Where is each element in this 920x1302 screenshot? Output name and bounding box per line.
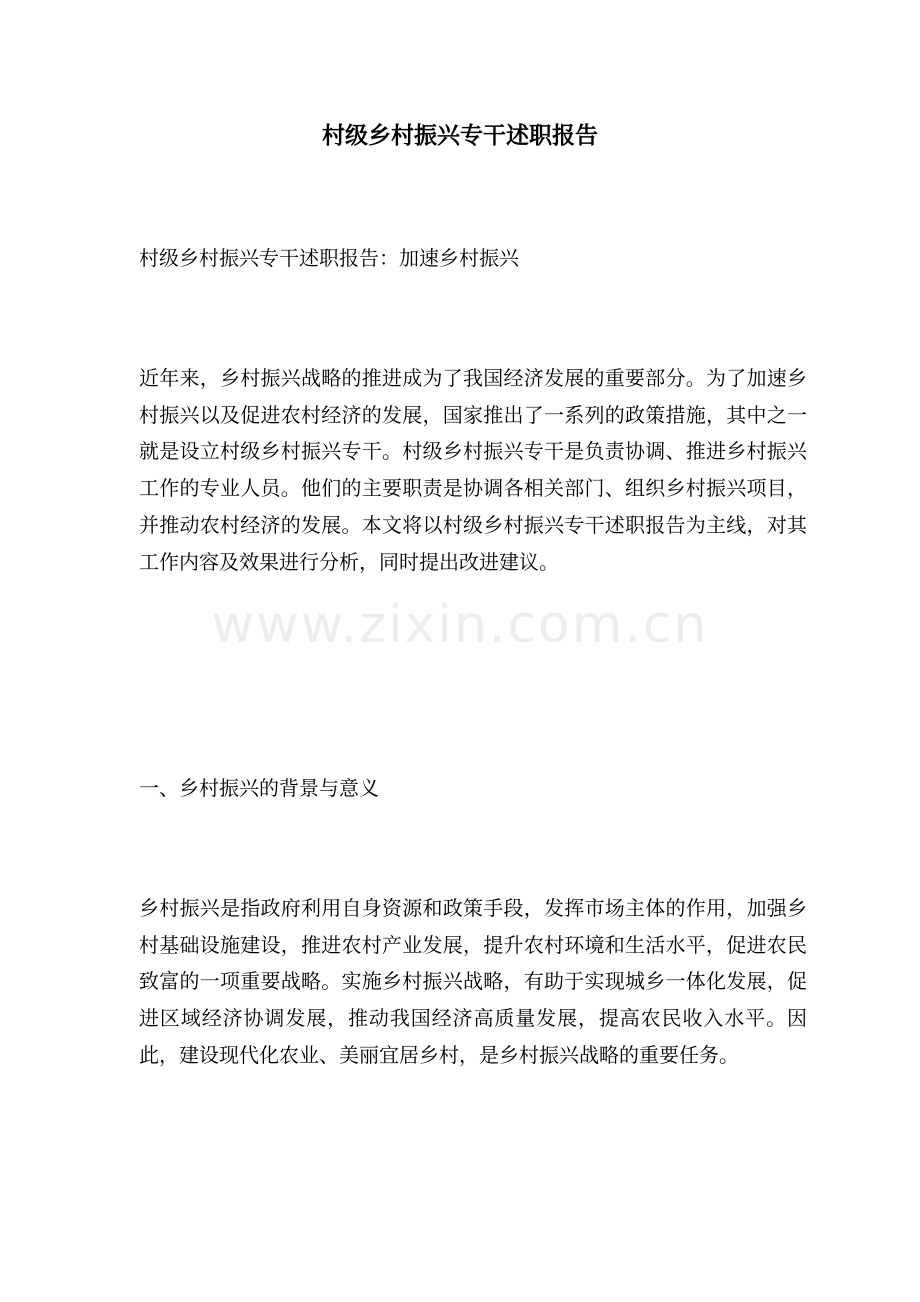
section-paragraph-background: 乡村振兴是指政府利用自身资源和政策手段，发挥市场主体的作用，加强乡村基础设施建设，推进农村产业发展，提升农村环境和生活水平，促进农民致富的一项重要战略。实施乡村振兴战略，有助于实现城乡一体化发展，促进区域经济协调发展，推动我国经济高质量发展，提高农民收入水平。因此，建设现代化农业、美丽宜居乡村，是乡村振兴战略的重要任务。 xyxy=(139,896,807,1067)
document-subtitle: 村级乡村振兴专干述职报告：加速乡村振兴 xyxy=(139,246,519,270)
section-heading-background: 一、乡村振兴的背景与意义 xyxy=(139,776,379,800)
document-title: 村级乡村振兴专干述职报告 xyxy=(322,122,598,149)
intro-paragraph: 近年来，乡村振兴战略的推进成为了我国经济发展的重要部分。为了加速乡村振兴以及促进农村经济的发展，国家推出了一系列的政策措施，其中之一就是设立村级乡村振兴专干。村级乡村振兴专干是负责协调、推进乡村振兴工作的专业人员。他们的主要职责是协调各相关部门、组织乡村振兴项目，并推动农村经济的发展。本文将以村级乡村振兴专干述职报告为主线，对其工作内容及效果进行分析，同时提出改进建议。 xyxy=(139,366,807,574)
watermark: www.zixin.com.cn xyxy=(211,595,709,655)
